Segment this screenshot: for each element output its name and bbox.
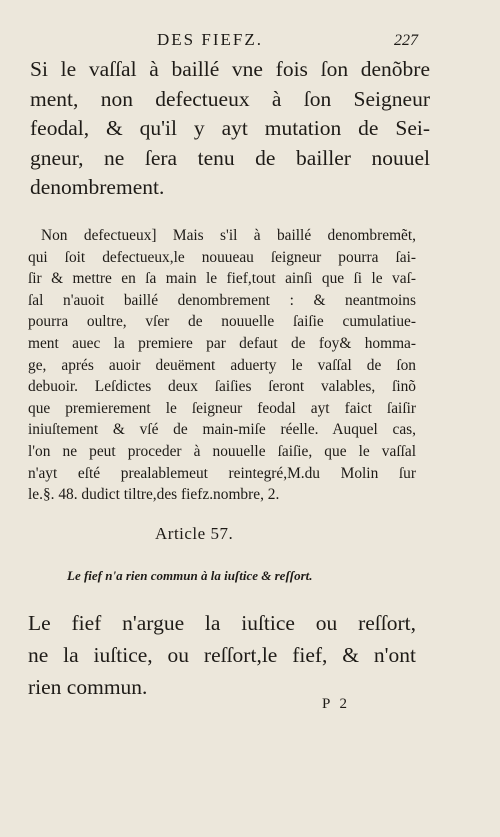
article-heading: Article 57.: [155, 524, 234, 543]
commentary-line: ge, aprés auoir deuëment aduerty le vaſſal de ſon: [28, 356, 416, 374]
article-line: rien commun.: [28, 675, 148, 699]
main-line: denombrement.: [30, 175, 165, 200]
commentary-line: n'ayt eſté prealablemeut reintegré,M.du Molin ſur: [28, 464, 416, 482]
main-line: gneur, ne ſera tenu de bailler nouuel: [30, 145, 430, 170]
article-rubric: Le fief n'a rien commun à la iuſtice & reſſort.: [67, 568, 313, 583]
main-line: feodal, & qu'il y ayt mutation de Sei-: [30, 116, 430, 141]
signature-mark: P 2: [322, 696, 351, 712]
commentary-line: ſal n'auoit baillé denombrement : & neantmoins: [28, 291, 416, 309]
commentary-line: [28, 225, 416, 247]
commentary-line: l'on ne peut proceder à nouuelle ſaiſie, que le vaſſal: [28, 442, 416, 460]
main-line: ment, non defectueux à ſon Seigneur: [30, 86, 430, 111]
main-paragraph: [30, 55, 430, 203]
commentary-line: iniuſtement & vſé de main-miſe réelle. Auquel cas,: [28, 421, 416, 439]
commentary-line-text: Non defectueux] Mais s'il à baillé denombremẽt,: [41, 227, 416, 244]
commentary-line: debuoir. Leſdictes deux ſaiſies ſeront valables, ſinõ: [28, 378, 416, 396]
article-line: Le fief n'argue la iuſtice ou reſſort,: [28, 611, 416, 635]
page-number: 227: [394, 32, 418, 49]
commentary-paragraph: [28, 225, 416, 506]
commentary-line: que premierement le ſeigneur feodal ayt faict ſaiſir: [28, 399, 416, 417]
running-title: DES FIEFZ.: [157, 30, 263, 49]
page-header: [0, 30, 500, 54]
commentary-line: qui ſoit defectueux,le nouueau ſeigneur pourra ſai-: [28, 248, 416, 266]
commentary-line: pourra oultre, vſer de nouuelle ſaiſie cumulatiue-: [28, 313, 416, 331]
article-text: [28, 607, 416, 703]
commentary-line: ment auec la premiere par defaut de foy& homma-: [28, 334, 416, 352]
article-line: ne la iuſtice, ou reſſort,le fief, & n'ont: [28, 643, 416, 667]
main-line: Si le vaſſal à baillé vne fois ſon denõbre: [30, 57, 430, 81]
commentary-line: ſir & mettre en ſa main le fief,tout ainſi que ſi le vaſ-: [28, 270, 416, 288]
commentary-line: le.§. 48. dudict tiltre,des fiefz.nombre, 2.: [28, 486, 280, 504]
